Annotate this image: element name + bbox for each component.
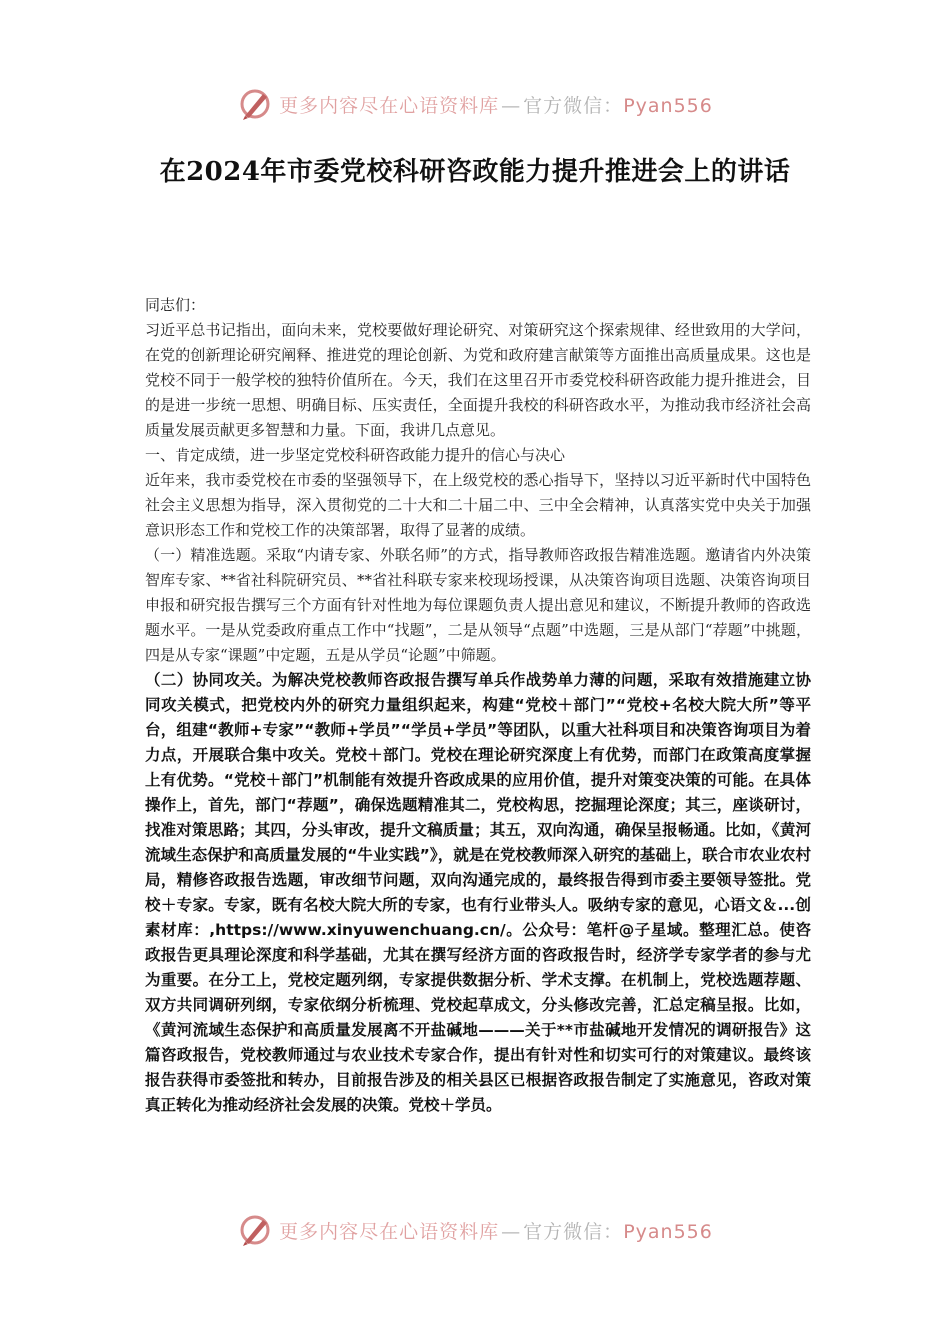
document-title: 在2024年市委党校科研咨政能力提升推进会上的讲话 (159, 157, 791, 187)
watermark-footer (0, 1210, 950, 1250)
pen-logo-icon (237, 86, 273, 122)
pen-logo-icon (237, 1212, 273, 1248)
section-heading-1: 一、肯定成绩，进一步坚定党校科研咨政能力提升的信心与决心 (145, 446, 566, 464)
watermark-text: 更多内容尽在心语资料库 — 官方微信：Pyan556 (279, 1220, 713, 1243)
watermark-text: 更多内容尽在心语资料库 — 官方微信：Pyan556 (279, 94, 713, 117)
paragraph-precise-topics: （一）精准选题。采取“内请专家、外联名师”的方式，指导教师咨政报告精准选题。邀请省内外决策智库专家、**省社科院研究员、**省社科联专家来校现场授课，从决策咨询项目选题、决策咨询项目申报和研究报告撰写三个方面有针对性地为每位课题负责人提出意见和建议，不断提升教师的咨政选题水平。一是从党委政府重点工作中“找题”，二是从领导“点题”中选题，三是从部门“荐题”中挑题，四是从专家“课题”中定题，五是从学员“论题”中筛题。 (145, 546, 811, 664)
paragraph-achievements: 近年来，我市委党校在市委的坚强领导下，在上级党校的悉心指导下，坚持以习近平新时代中国特色社会主义思想为指导，深入贯彻党的二十大和二十届二中、三中全会精神，认真落实党中央关于加强意识形态工作和党校工作的决策部署，取得了显著的成绩。 (145, 471, 811, 539)
paragraph-collaboration: （二）协同攻关。为解决党校教师咨政报告撰写单兵作战势单力薄的问题，采取有效措施建立协同攻关模式，把党校内外的研究力量组织起来，构建“党校＋部门”“党校+名校大院大所”等平台，组建“教师+专家”“教师+学员”“学员+学员”等团队，以重大社科项目和决策咨询项目为着力点，开展联合集中攻关。党校＋部门。党校在理论研究深度上有优势，而部门在政策高度掌握上有优势。“党校＋部门”机制能有效提升咨政成果的应用价值，提升对策变决策的可能。在具体操作上，首先，部门“荐题”，确保选题精准其二，党校构思，挖掘理论深度；其三，座谈研讨，找准对策思路；其四，分头审改，提升文稿质量；其五，双向沟通，确保呈报畅通。比如，《黄河流域生态保护和高质量发展的“牛业实践”》，就是在党校教师深入研究的基础上，联合市农业农村局，精修咨政报告选题，审改细节问题，双向沟通完成的，最终报告得到市委主要领导签批。党校＋专家。专家，既有名校大院大所的专家，也有行业带头人。吸纳专家的意见，心语文＆...创素材库：,https://www.xinyuwenchuang.cn/。公众号：笔杆@子星域。整理汇总。使咨政报告更具理论深度和科学基础，尤其在撰写经济方面的咨政报告时，经济学专家学者的参与尤为重要。在分工上，党校定题列纲，专家提供数据分析、学术支撑。在机制上，党校选题荐题、双方共同调研列纲，专家依纲分析梳理、党校起草成文，分头修改完善，汇总定稿呈报。比如，《黄河流域生态保护和高质量发展离不开盐碱地———关于**市盐碱地开发情况的调研报告》这篇咨政报告，党校教师通过与农业技术专家合作，提出有针对性和切实可行的对策建议。最终该报告获得市委签批和转办，目前报告涉及的相关县区已根据咨政报告制定了实施意见，咨政对策真正转化为推动经济社会发展的决策。党校＋学员。 (145, 671, 811, 1114)
paragraph-salutation: 同志们： (145, 296, 206, 314)
watermark-header (0, 84, 950, 124)
paragraph-intro: 习近平总书记指出，面向未来，党校要做好理论研究、对策研究这个探索规律、经世致用的大学问，在党的创新理论研究阐释、推进党的理论创新、为党和政府建言献策等方面推出高质量成果。这也是党校不同于一般学校的独特价值所在。今天，我们在这里召开市委党校科研咨政能力提升推进会，目的是进一步统一思想、明确目标、压实责任，全面提升我校的科研咨政水平，为推动我市经济社会高质量发展贡献更多智慧和力量。下面，我讲几点意见。 (145, 321, 811, 439)
document-body (145, 293, 811, 1118)
